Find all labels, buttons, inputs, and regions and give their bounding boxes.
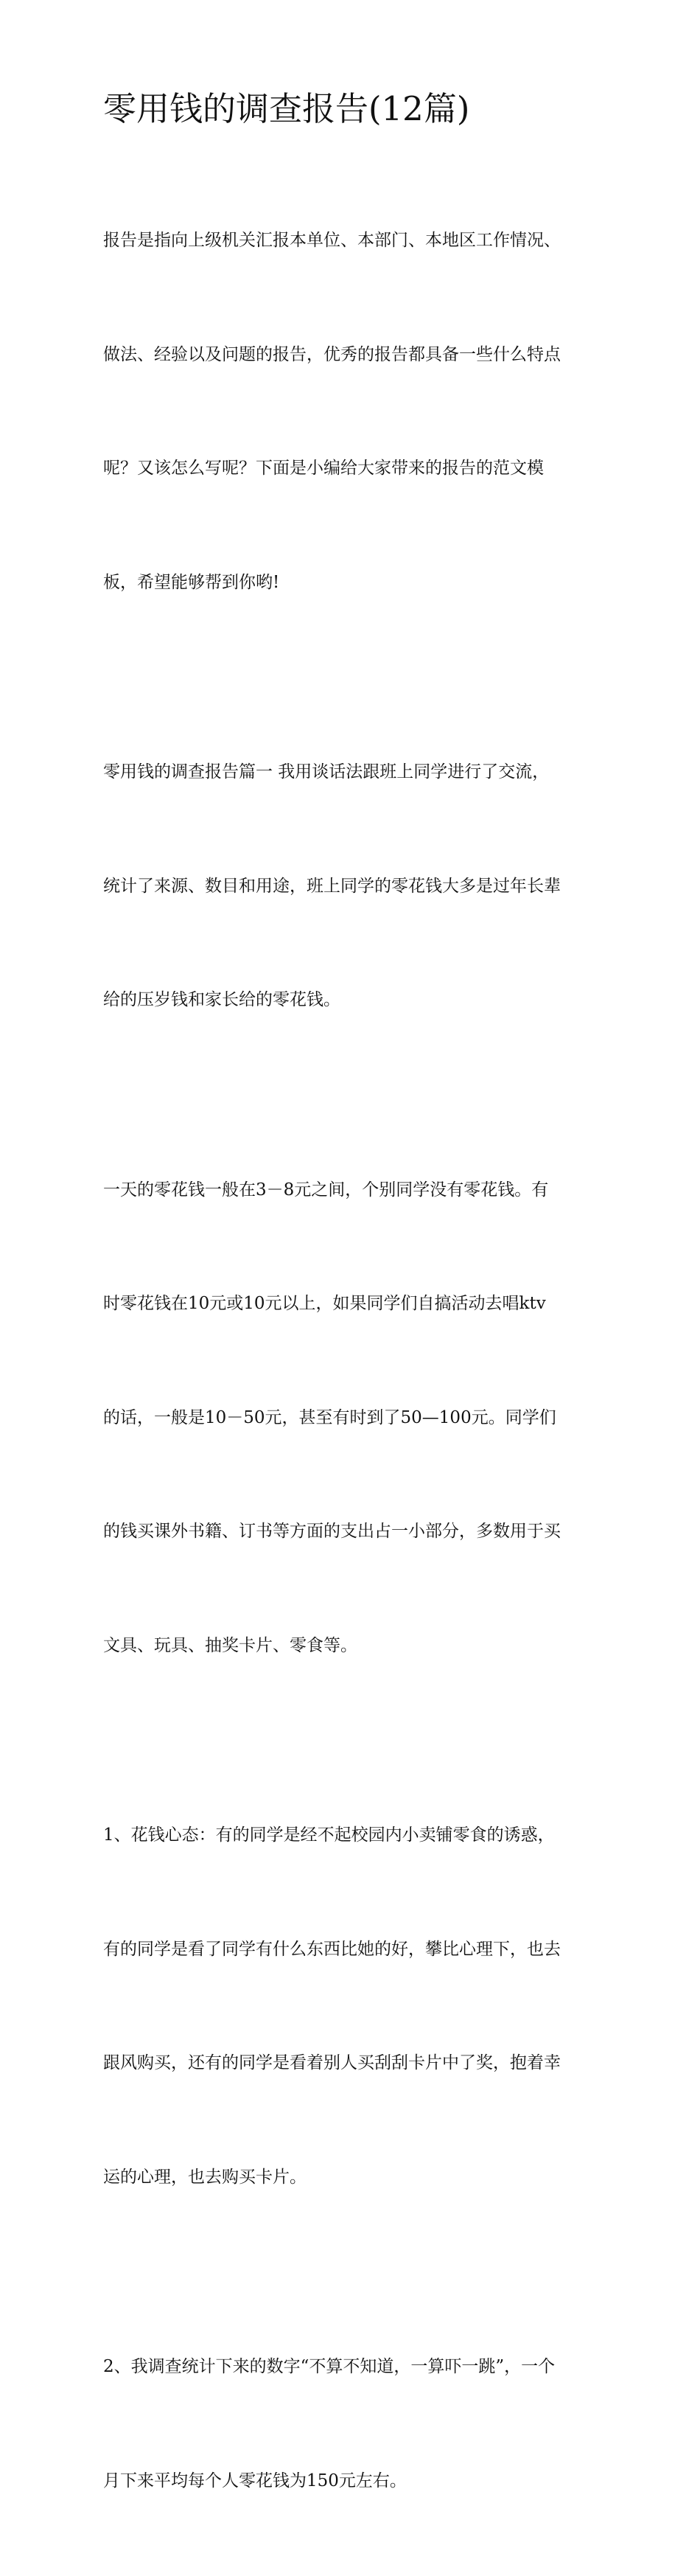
text-line: 给的压岁钱和家长给的零花钱。	[103, 990, 340, 1009]
paragraph-statistics	[103, 2272, 604, 2576]
text-line: 时零花钱在10元或10元以上，如果同学们自搞活动去唱ktv	[103, 1294, 546, 1313]
paragraph-spending-mindset	[103, 1741, 604, 2272]
text-line: 的钱买课外书籍、订书等方面的支出占一小部分，多数用于买	[103, 1522, 561, 1541]
text-line: 零用钱的调查报告篇一 我用谈话法跟班上同学进行了交流，	[103, 762, 550, 781]
document-body	[103, 87, 604, 2576]
text-line: 运的心理，也去购买卡片。	[103, 2167, 307, 2187]
text-line: 文具、玩具、抽奖卡片、零食等。	[103, 1635, 357, 1655]
text-line: 跟风购买，还有的同学是看着别人买刮刮卡片中了奖，抱着幸	[103, 2053, 561, 2072]
text-line: 2、我调查统计下来的数字“不算不知道，一算吓一跳”，一个	[103, 2357, 556, 2376]
text-line: 板，希望能够帮到你哟!	[103, 572, 280, 592]
paragraph-intro	[103, 146, 604, 678]
text-line: 呢？又该怎么写呢？下面是小编给大家带来的报告的范文模	[103, 459, 544, 478]
paragraph-section-one	[103, 678, 604, 1096]
text-line: 统计了来源、数目和用途，班上同学的零花钱大多是过年长辈	[103, 876, 561, 896]
text-line: 报告是指向上级机关汇报本单位、本部门、本地区工作情况、	[103, 231, 561, 250]
text-line: 月下来平均每个人零花钱为150元左右。	[103, 2471, 407, 2490]
text-line: 1、花钱心态：有的同学是经不起校园内小卖铺零食的诱惑，	[103, 1825, 555, 1845]
text-line: 的话，一般是10－50元，甚至有时到了50—100元。同学们	[103, 1407, 556, 1427]
text-line: 一天的零花钱一般在3－8元之间，个别同学没有零花钱。有	[103, 1180, 549, 1200]
paragraph-daily-amount	[103, 1096, 604, 1741]
document-title: 零用钱的调查报告(12篇)	[103, 89, 470, 128]
text-line: 做法、经验以及问题的报告，优秀的报告都具备一些什么特点	[103, 344, 561, 364]
text-line: 有的同学是看了同学有什么东西比她的好，攀比心理下，也去	[103, 1939, 561, 1959]
